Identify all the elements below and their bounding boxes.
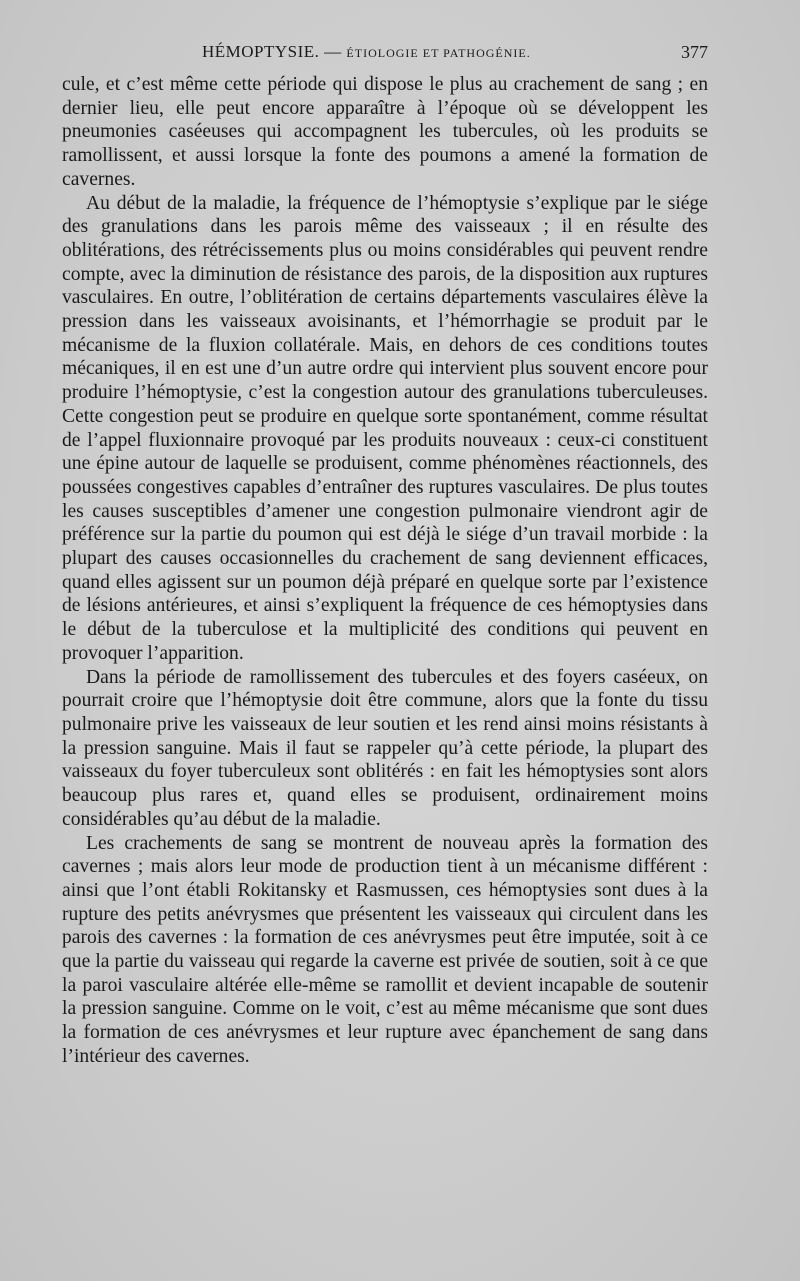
paragraph: Dans la période de ramollissement des tubercules et des foyers caséeux, on pourrait croire que l’hémoptysie doit être commune, alors que la fonte du tissu pulmonaire prive les vaisseaux de leur soutien et les rend ainsi moins résistants à la pression sanguine. Mais il faut se rappeler qu’à cette période, la plupart des vaisseaux du foyer tuberculeux sont oblitérés : en fait les hémoptysies sont alors beaucoup plus rares et, quand elles se produisent, ordinairement moins considérables qu’au début de la maladie. (62, 666, 708, 830)
paragraph-continued: cule, et c’est même cette période qui dispose le plus au crachement de sang ; en dernier lieu, elle peut encore apparaître à l’époque où se développent les pneumonies caséeuses qui accompagnent les tubercules, où les produits se ramollissent, et aussi lorsque la fonte des poumons a amené la formation de cavernes. (62, 74, 708, 190)
paragraph: Les crachements de sang se montrent de nouveau après la formation des cavernes ; mais alors leur mode de production tient à un mécanisme différent : ainsi que l’ont établi Rokitansky et Rasmussen, ces hémoptysies sont dues à la rupture des petits anévrysmes que présentent les vaisseaux qui circulent dans les parois des cavernes : la formation de ces anévrysmes peut être imputée, soit à ce que la partie du vaisseau qui regarde la caverne est privée de soutien, soit à ce que la paroi vasculaire altérée elle-même se ramollit et devient incapable de soutenir la pression sanguine. Comme on le voit, c’est au même mécanisme que sont dues la formation de ces anévrysmes et leur rupture avec épanchement de sang dans l’intérieur des cavernes. (62, 832, 708, 1067)
page-number: 377 (681, 42, 708, 62)
running-header (62, 38, 708, 68)
body-text (62, 73, 708, 1069)
paragraph: Au début de la maladie, la fréquence de l’hémoptysie s’explique par le siége des granulations dans les parois même des vaisseaux ; il en résulte des oblitérations, des rétrécissements plus ou moins considérables qui peuvent rendre compte, avec la diminution de résistance des parois, de la disposition aux ruptures vasculaires. En outre, l’oblitération de certains départements vasculaires élève la pression dans les vaisseaux avoisinants, et l’hémorrhagie se produit par le mécanisme de la fluxion collatérale. Mais, en dehors de ces conditions toutes mécaniques, il en est une d’un autre ordre qui intervient plus souvent encore pour produire l’hémoptysie, c’est la congestion autour des granulations tuberculeuses. Cette congestion peut se produire en quelque sorte spontanément, comme résultat de l’appel fluxionnaire provoqué par les produits nouveaux : ceux-ci constituent une épine autour de laquelle se produisent, comme phénomènes réactionnels, des poussées congestives capables d’entraîner des ruptures vasculaires. De plus toutes les causes susceptibles d’amener une congestion pulmonaire viendront agir de préférence sur la partie du poumon qui est déjà le siége d’un travail morbide : la plupart des causes occasionnelles du crachement de sang deviennent efficaces, quand elles agissent sur un poumon déjà préparé en quelque sorte par l’existence de lésions antérieures, et ainsi s’expliquent la fréquence de ces hémoptysies dans le début de la tuberculose et la multiplicité des conditions qui peuvent en provoquer l’apparition. (62, 192, 708, 664)
running-title-sub: ÉTIOLOGIE ET PATHOGÉNIE. (346, 46, 531, 60)
running-title-separator: — (324, 42, 342, 61)
running-title-main: HÉMOPTYSIE. (202, 42, 320, 61)
running-title (202, 42, 531, 62)
